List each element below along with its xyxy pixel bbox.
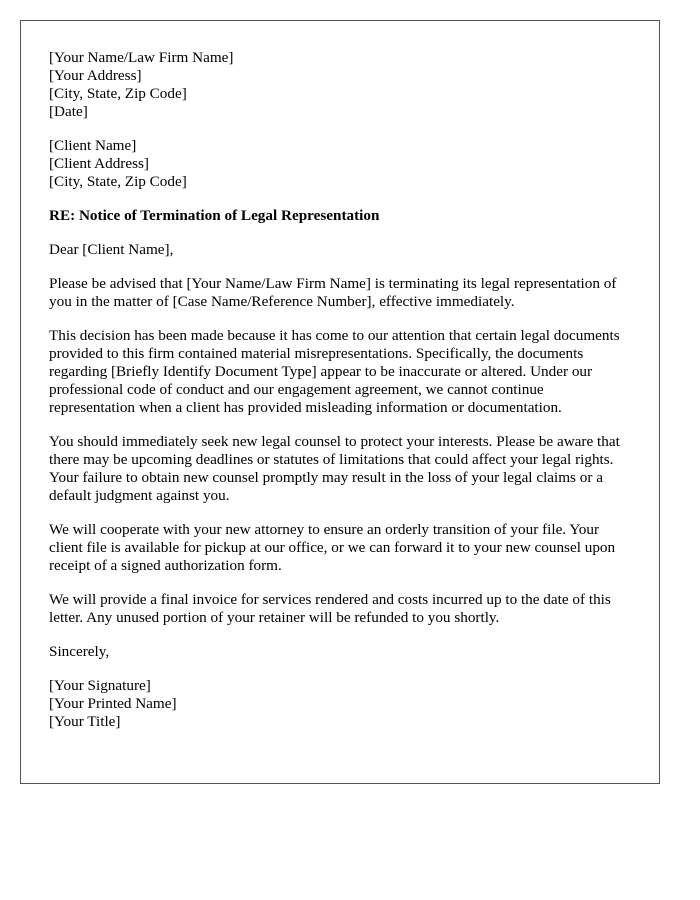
closing: Sincerely, [49, 643, 110, 660]
letter-date: [Date] [49, 103, 88, 120]
recipient-address-block [49, 137, 631, 191]
signer-title: [Your Title] [49, 713, 121, 730]
signature-block [49, 677, 631, 731]
client-address: [Client Address] [49, 155, 149, 172]
salutation: Dear [Client Name], [49, 241, 174, 258]
sender-address: [Your Address] [49, 67, 142, 84]
sender-address-block [49, 49, 631, 121]
client-city-state-zip: [City, State, Zip Code] [49, 173, 187, 190]
body-paragraph: You should immediately seek new legal counsel to protect your interests. Please be aware that there may be upcoming deadlines or statutes of limitations that could affect your legal rights. Your failure to obtain new counsel promptly may result in the loss of your legal claims or a default judgment against you. [49, 433, 620, 504]
letter-page [20, 20, 660, 784]
subject-line: RE: Notice of Termination of Legal Representation [49, 207, 380, 224]
sender-city-state-zip: [City, State, Zip Code] [49, 85, 187, 102]
client-name: [Client Name] [49, 137, 137, 154]
body-paragraph: We will provide a final invoice for services rendered and costs incurred up to the date of this letter. Any unused portion of your retainer will be refunded to you shortly. [49, 591, 611, 626]
printed-name: [Your Printed Name] [49, 695, 177, 712]
body-paragraph: This decision has been made because it has come to our attention that certain legal documents provided to this firm contained material misrepresentations. Specifically, the documents regarding [Briefly Identify Document Type] appear to be inaccurate or altered. Under our professional code of conduct and our engagement agreement, we cannot continue representation when a client has provided misleading information or documentation. [49, 327, 620, 416]
sender-name: [Your Name/Law Firm Name] [49, 49, 234, 66]
body-paragraph: Please be advised that [Your Name/Law Firm Name] is terminating its legal representation of you in the matter of [Case Name/Reference Number], effective immediately. [49, 275, 617, 310]
signature-line: [Your Signature] [49, 677, 151, 694]
body-paragraph: We will cooperate with your new attorney to ensure an orderly transition of your file. Your client file is available for pickup at our office, or we can forward it to your new counsel upon receipt of a signed authorization form. [49, 521, 616, 574]
